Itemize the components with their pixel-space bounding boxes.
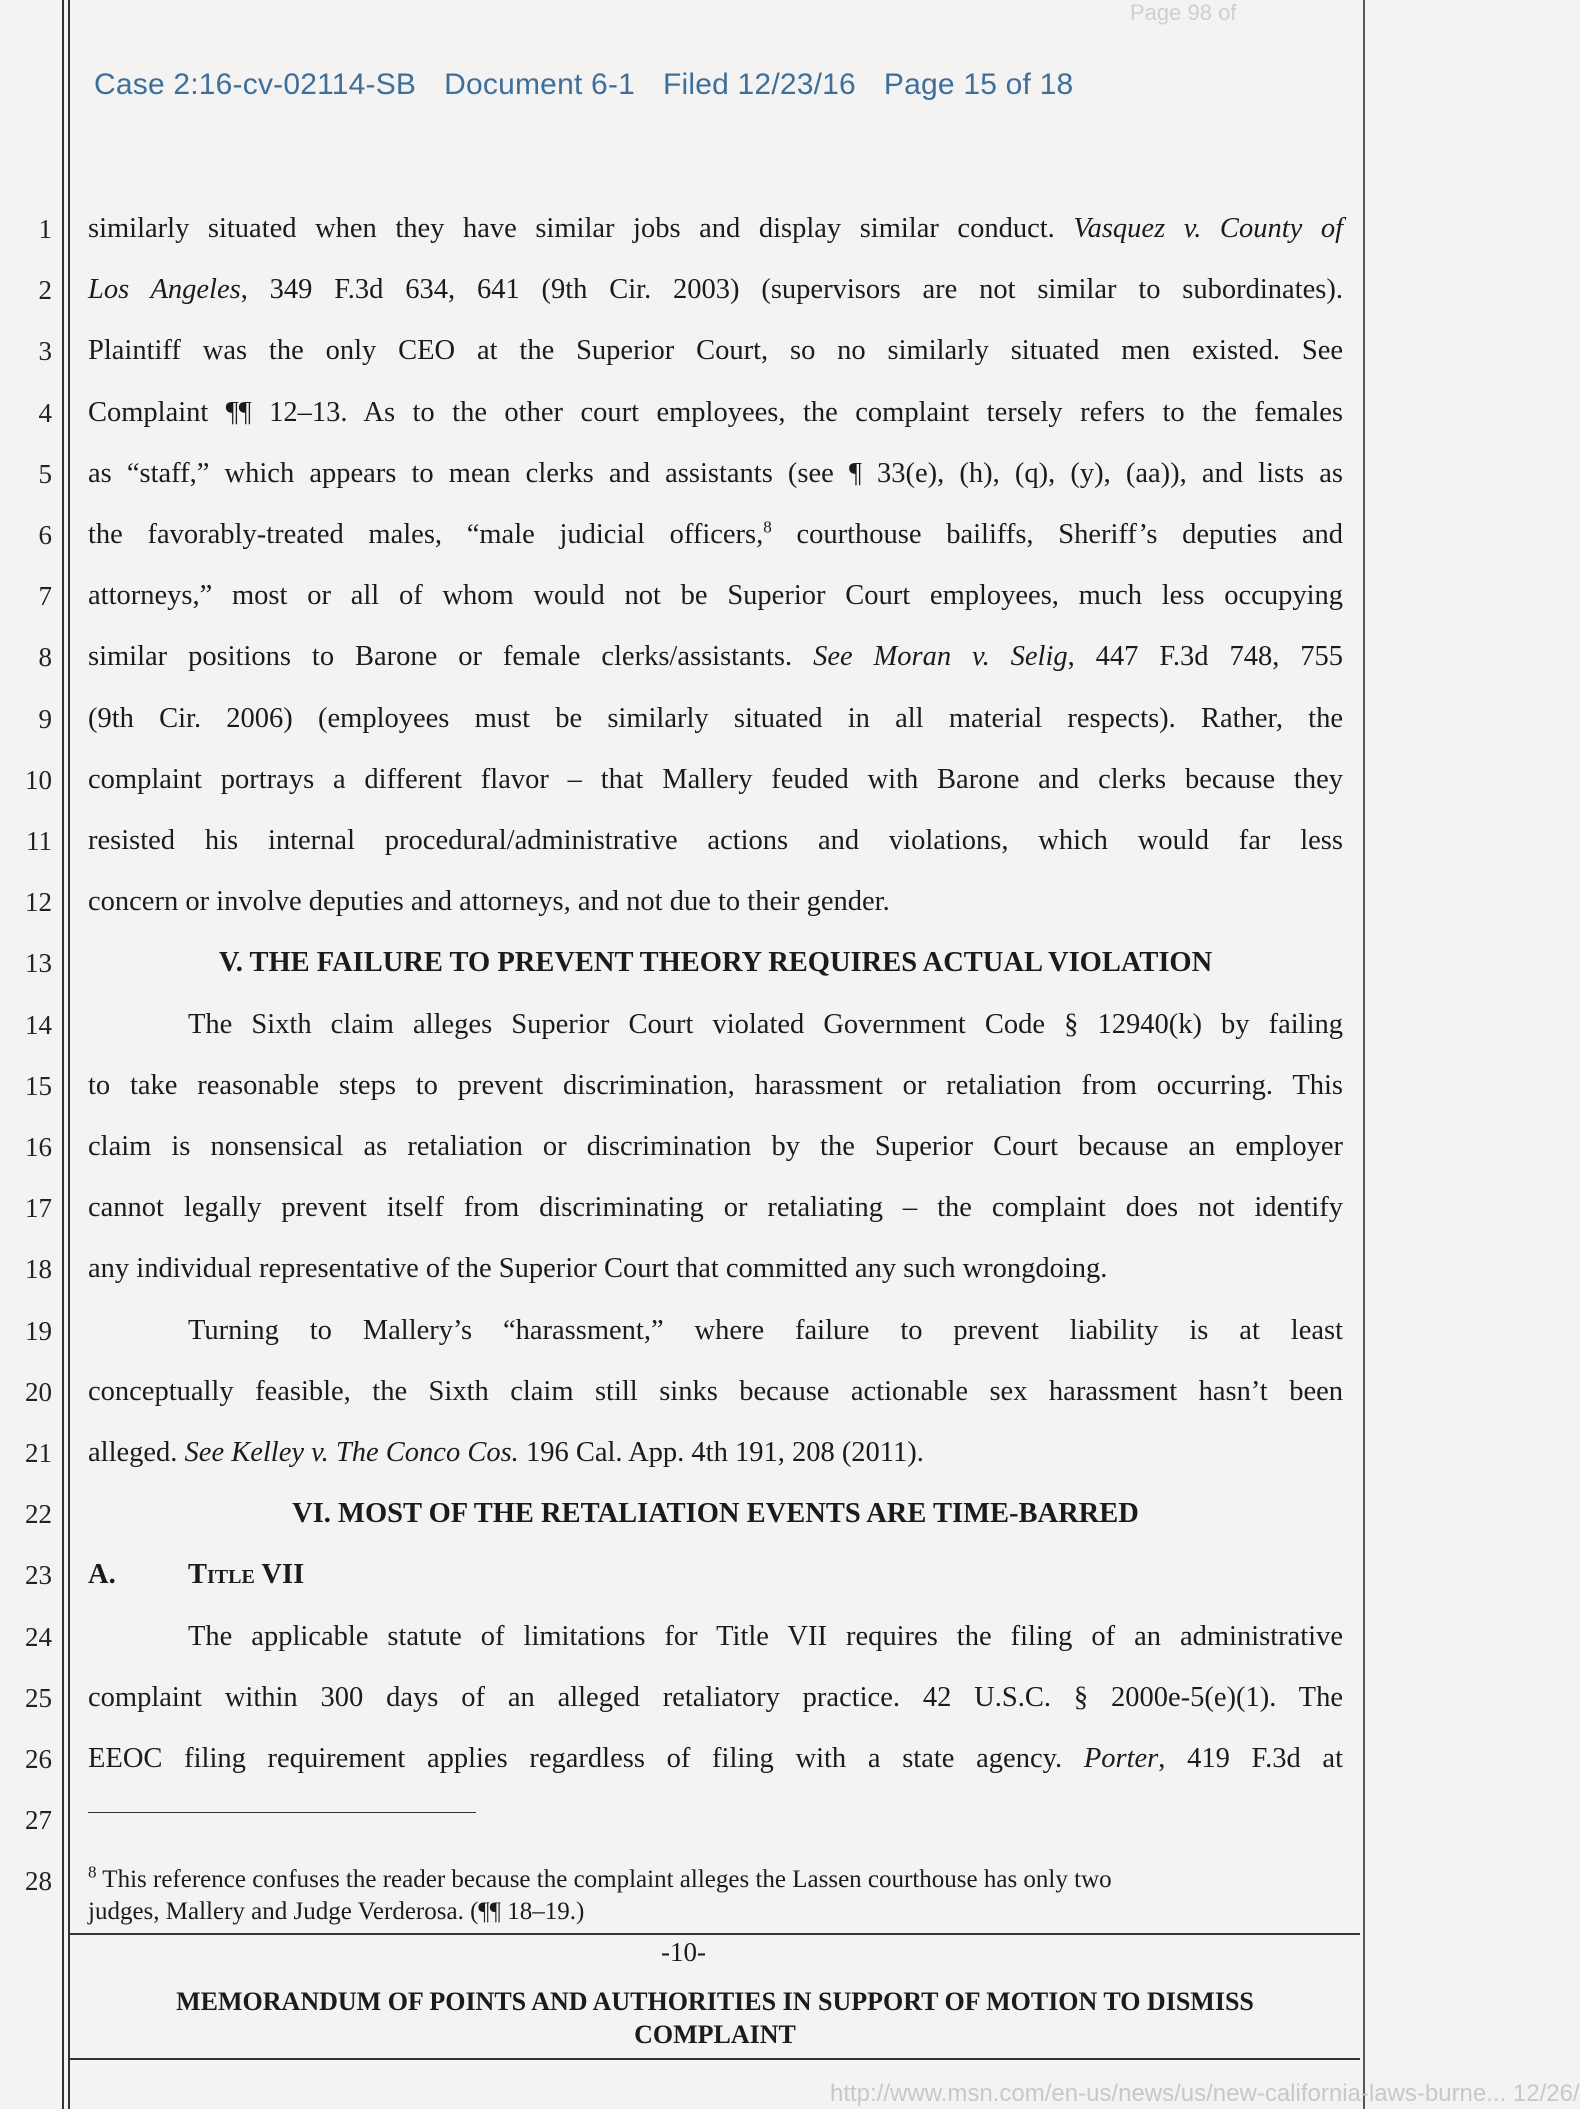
line-number: 7 (38, 581, 52, 611)
case-citation: See Kelley v. The Conco Cos. (184, 1437, 519, 1468)
line-text: The applicable statute of limitations for Title VII requires the filing of an administrative (188, 1621, 1343, 1652)
footer-title-line-1: MEMORANDUM OF POINTS AND AUTHORITIES IN SUPPORT OF MOTION TO DISMISS (176, 1987, 1254, 2016)
case-citation: Los Angeles (88, 274, 241, 305)
case-citation: Porter (1083, 1743, 1159, 1774)
body-line (88, 457, 1343, 491)
body-line (88, 885, 1343, 919)
line-text: similarly situated when they have similar jobs and display similar conduct. (88, 213, 1074, 244)
line-number: 1 (38, 214, 52, 244)
footnote-text-1: This reference confuses the reader because the complaint alleges the Lassen courthouse has only two (96, 1866, 1112, 1893)
line-text: complaint within 300 days of an alleged retaliatory practice. 42 U.S.C. § 2000e-5(e)(1). The (88, 1682, 1343, 1713)
line-number: 24 (25, 1622, 52, 1652)
line-text: courthouse bailiffs, Sheriff’s deputies and (771, 519, 1343, 550)
line-text: 196 Cal. App. 4th 191, 208 (2011). (518, 1437, 924, 1468)
line-text: resisted his internal procedural/administrative actions and violations, which would far less (88, 825, 1343, 856)
line-text: concern or involve deputies and attorneys, and not due to their gender. (88, 886, 890, 917)
footer-rule-top (70, 1933, 1360, 1935)
line-number: 11 (26, 826, 52, 856)
line-text: , 419 F.3d at (1158, 1743, 1343, 1774)
line-text: VI. MOST OF THE RETALIATION EVENTS ARE TIME-BARRED (292, 1498, 1139, 1529)
body-line (88, 824, 1343, 858)
line-number: 15 (25, 1071, 52, 1101)
body-line (88, 1436, 1343, 1470)
case-citation: Vasquez v. County of (1073, 213, 1343, 244)
body-line (88, 334, 1343, 368)
footer-rule-bottom (70, 2058, 1360, 2060)
bleed-through-text: Page 98 of (1130, 0, 1237, 25)
footnote-ref: 8 (763, 517, 772, 537)
footnote-rule (88, 1812, 476, 1813)
body-line (88, 212, 1343, 246)
body-line (88, 1191, 1343, 1225)
line-number: 2 (38, 275, 52, 305)
line-text: claim is nonsensical as retaliation or discrimination by the Superior Court because an employer (88, 1131, 1343, 1162)
line-number: 9 (38, 704, 52, 734)
line-number: 23 (25, 1560, 52, 1590)
left-margin-rule-inner (68, 0, 70, 2109)
line-number: 13 (25, 948, 52, 978)
case-citation: See Moran v. Selig (813, 641, 1068, 672)
line-number: 17 (25, 1193, 52, 1223)
line-text: Title VII (188, 1559, 305, 1590)
line-number: 6 (38, 520, 52, 550)
line-text: as “staff,” which appears to mean clerks and assistants (see ¶ 33(e), (h), (q), (y), (aa)), and lists as (88, 458, 1343, 489)
line-number: 21 (25, 1438, 52, 1468)
line-text: conceptually feasible, the Sixth claim still sinks because actionable sex harassment hasn’t been (88, 1376, 1343, 1407)
line-number: 20 (25, 1377, 52, 1407)
right-margin-rule (1363, 0, 1365, 2109)
case-number: Case 2:16-cv-02114-SB (94, 68, 417, 101)
line-text: The Sixth claim alleges Superior Court violated Government Code § 12940(k) by failing (188, 1009, 1343, 1040)
section-heading (88, 1497, 1343, 1531)
body-line (88, 702, 1343, 736)
line-number: 4 (38, 398, 52, 428)
filed-date: Filed 12/23/16 (662, 68, 856, 101)
line-number: 26 (25, 1744, 52, 1774)
body-line (88, 1620, 1343, 1654)
line-text: , 349 F.3d 634, 641 (9th Cir. 2003) (supervisors are not similar to subordinates). (240, 274, 1343, 305)
line-number: 14 (25, 1010, 52, 1040)
line-number: 10 (25, 765, 52, 795)
body-line (88, 640, 1343, 674)
body-line (88, 1130, 1343, 1164)
line-number: 12 (25, 887, 52, 917)
body-line (88, 1681, 1343, 1715)
line-text: (9th Cir. 2006) (employees must be similarly situated in all material respects). Rather, the (88, 703, 1343, 734)
left-margin-rule (62, 0, 64, 2109)
footnote-line-2: judges, Mallery and Judge Verderosa. (¶¶ 18–19.) (88, 1898, 585, 1925)
footnote-line-1 (88, 1864, 1343, 1896)
line-number: 19 (25, 1316, 52, 1346)
line-text: Complaint ¶¶ 12–13. As to the other court employees, the complaint tersely refers to the females (88, 397, 1343, 428)
body-line (88, 396, 1343, 430)
body-line (88, 1252, 1343, 1286)
line-text: attorneys,” most or all of whom would not be Superior Court employees, much less occupying (88, 580, 1343, 611)
line-text: Plaintiff was the only CEO at the Superior Court, so no similarly situated men existed. See (88, 335, 1343, 366)
line-text: to take reasonable steps to prevent discrimination, harassment or retaliation from occurring. This (88, 1070, 1343, 1101)
line-number: 18 (25, 1254, 52, 1284)
line-text: any individual representative of the Superior Court that committed any such wrongdoing. (88, 1253, 1108, 1284)
line-number: 5 (38, 459, 52, 489)
subsection-heading (88, 1558, 1343, 1592)
line-text: Turning to Mallery’s “harassment,” where failure to prevent liability is at least (188, 1315, 1343, 1346)
line-text: alleged. (88, 1437, 185, 1468)
line-number: 3 (38, 336, 52, 366)
body-line (88, 1069, 1343, 1103)
line-text: , 447 F.3d 748, 755 (1067, 641, 1343, 672)
line-text: complaint portrays a different flavor – that Mallery feuded with Barone and clerks because they (88, 764, 1343, 795)
body-line (88, 518, 1343, 552)
body-line (88, 763, 1343, 797)
line-number: 8 (38, 642, 52, 672)
body-line (88, 1008, 1343, 1042)
footer-title-line-2: COMPLAINT (634, 2020, 796, 2049)
body-line (88, 1742, 1343, 1776)
document-number: Document 6-1 (444, 68, 635, 101)
line-text: A. (88, 1559, 116, 1590)
section-heading (88, 946, 1343, 980)
line-number: 27 (25, 1805, 52, 1835)
bleed-through-url: http://www.msn.com/en-us/news/us/new-california-laws-burne... 12/26/ (830, 2080, 1580, 2107)
line-text: EEOC filing requirement applies regardless of filing with a state agency. (88, 1743, 1084, 1774)
footnote-marker: 8 (88, 1862, 97, 1882)
line-number: 28 (25, 1866, 52, 1896)
line-number: 22 (25, 1499, 52, 1529)
line-text: cannot legally prevent itself from discriminating or retaliating – the complaint does not identify (88, 1192, 1343, 1223)
footer-title (70, 1985, 1360, 2051)
line-text: the favorably-treated males, “male judicial officers, (88, 519, 764, 550)
body-line (88, 1314, 1343, 1348)
line-number: 16 (25, 1132, 52, 1162)
line-number: 25 (25, 1683, 52, 1713)
case-header (94, 68, 1101, 102)
line-text: V. THE FAILURE TO PREVENT THEORY REQUIRES ACTUAL VIOLATION (218, 947, 1213, 978)
body-line (88, 273, 1343, 307)
page-number: -10- (661, 1937, 706, 1967)
page-of-pages: Page 15 of 18 (883, 68, 1074, 101)
body-line (88, 1375, 1343, 1409)
body-line (88, 579, 1343, 613)
line-text: similar positions to Barone or female clerks/assistants. (88, 641, 814, 672)
